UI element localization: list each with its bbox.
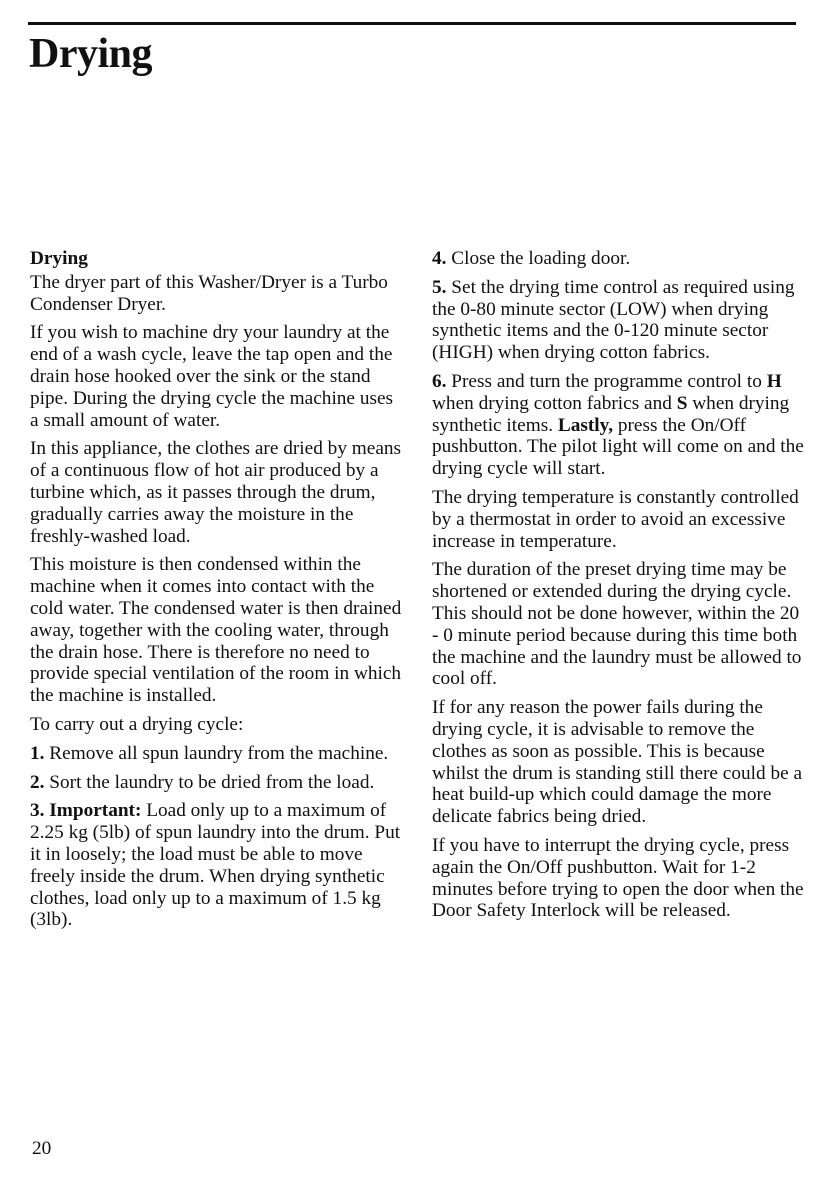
top-rule <box>28 22 796 25</box>
left-column <box>30 248 402 938</box>
paragraph-power-failure: If for any reason the power fails during the drying cycle, it is advisable to remove the clothes as soon as possible. This is because whilst the drum is standing still there could be a heat build-up which could damage the more delicate fabrics being dried. <box>432 697 803 828</box>
step-1 <box>30 743 402 765</box>
paragraph-hot-air: In this appliance, the clothes are dried by means of a continuous flow of hot air produced by a turbine which, as it passes through the drum, gradually carries away the moisture in the freshly-washed load. <box>30 438 402 547</box>
step-text: when drying cotton fabrics and <box>432 392 677 414</box>
section-heading: Drying <box>30 248 88 269</box>
step-number: 4. <box>432 248 447 269</box>
step-number: 2. <box>30 771 45 793</box>
important-label: Important: <box>44 800 142 822</box>
step-5 <box>432 277 804 364</box>
step-text: Close the loading door. <box>446 248 631 269</box>
step-number: 6. <box>432 370 447 392</box>
paragraph-intro: The dryer part of this Washer/Dryer is a Turbo Condenser Dryer. <box>30 271 388 315</box>
step-4 <box>432 248 804 270</box>
step-number: 1. <box>30 742 45 764</box>
step-number: 3. <box>30 800 45 822</box>
step-3 <box>30 800 402 931</box>
step-text: Remove all spun laundry from the machine. <box>44 742 389 764</box>
step-text: Set the drying time control as required using the 0-80 minute sector (LOW) when drying synthetic items and the 0-120 minute sector (HIGH) when drying cotton fabrics. <box>432 276 795 364</box>
step-6 <box>432 371 804 480</box>
paragraph-condensation: This moisture is then condensed within the machine when it comes into contact with the cold water. The condensed water is then drained away, together with the cooling water, through the drain hose. There is therefore no need to provide special ventilation of the room in which the machine is installed. <box>30 554 402 707</box>
page-number: 20 <box>32 1138 52 1159</box>
paragraph-duration: The duration of the preset drying time may be shortened or extended during the drying cycle. This should not be done however, within the 20 - 0 minute period because during this time both the machine and the laundry must be allowed to cool off. <box>432 559 802 690</box>
step-text: Press and turn the programme control to <box>446 370 767 392</box>
step-text: press the On/Off pushbutton. The pilot light will come on and the drying cycle will start. <box>432 414 804 480</box>
paragraph-carry-out: To carry out a drying cycle: <box>30 713 244 735</box>
step-number: 5. <box>432 276 447 298</box>
right-column <box>432 248 804 929</box>
setting-h: H <box>766 370 782 392</box>
page-title: Drying <box>29 31 152 77</box>
paragraph-thermostat: The drying temperature is constantly controlled by a thermostat in order to avoid an excessive increase in temperature. <box>432 486 799 552</box>
paragraph-interrupt: If you have to interrupt the drying cycle, press again the On/Off pushbutton. Wait for 1-2 minutes before trying to open the door when the Door Safety Interlock will be released. <box>432 834 804 922</box>
step-text: Sort the laundry to be dried from the load. <box>44 771 375 793</box>
step-text: when drying synthetic items. <box>432 392 790 436</box>
setting-s: S <box>676 392 688 414</box>
step-2 <box>30 772 402 794</box>
paragraph-tap-drain: If you wish to machine dry your laundry at the end of a wash cycle, leave the tap open and the drain hose hooked over the sink or the stand pipe. During the drying cycle the machine uses a small amount of water. <box>30 322 394 431</box>
step-text: Load only up to a maximum of 2.25 kg (5lb) of spun laundry into the drum. Put it in loosely; the load must be able to move freely inside the drum. When drying synthetic clothes, load only up to a maximum of 1.5 kg (3lb). <box>30 800 401 931</box>
lastly-label: Lastly, <box>557 414 614 436</box>
